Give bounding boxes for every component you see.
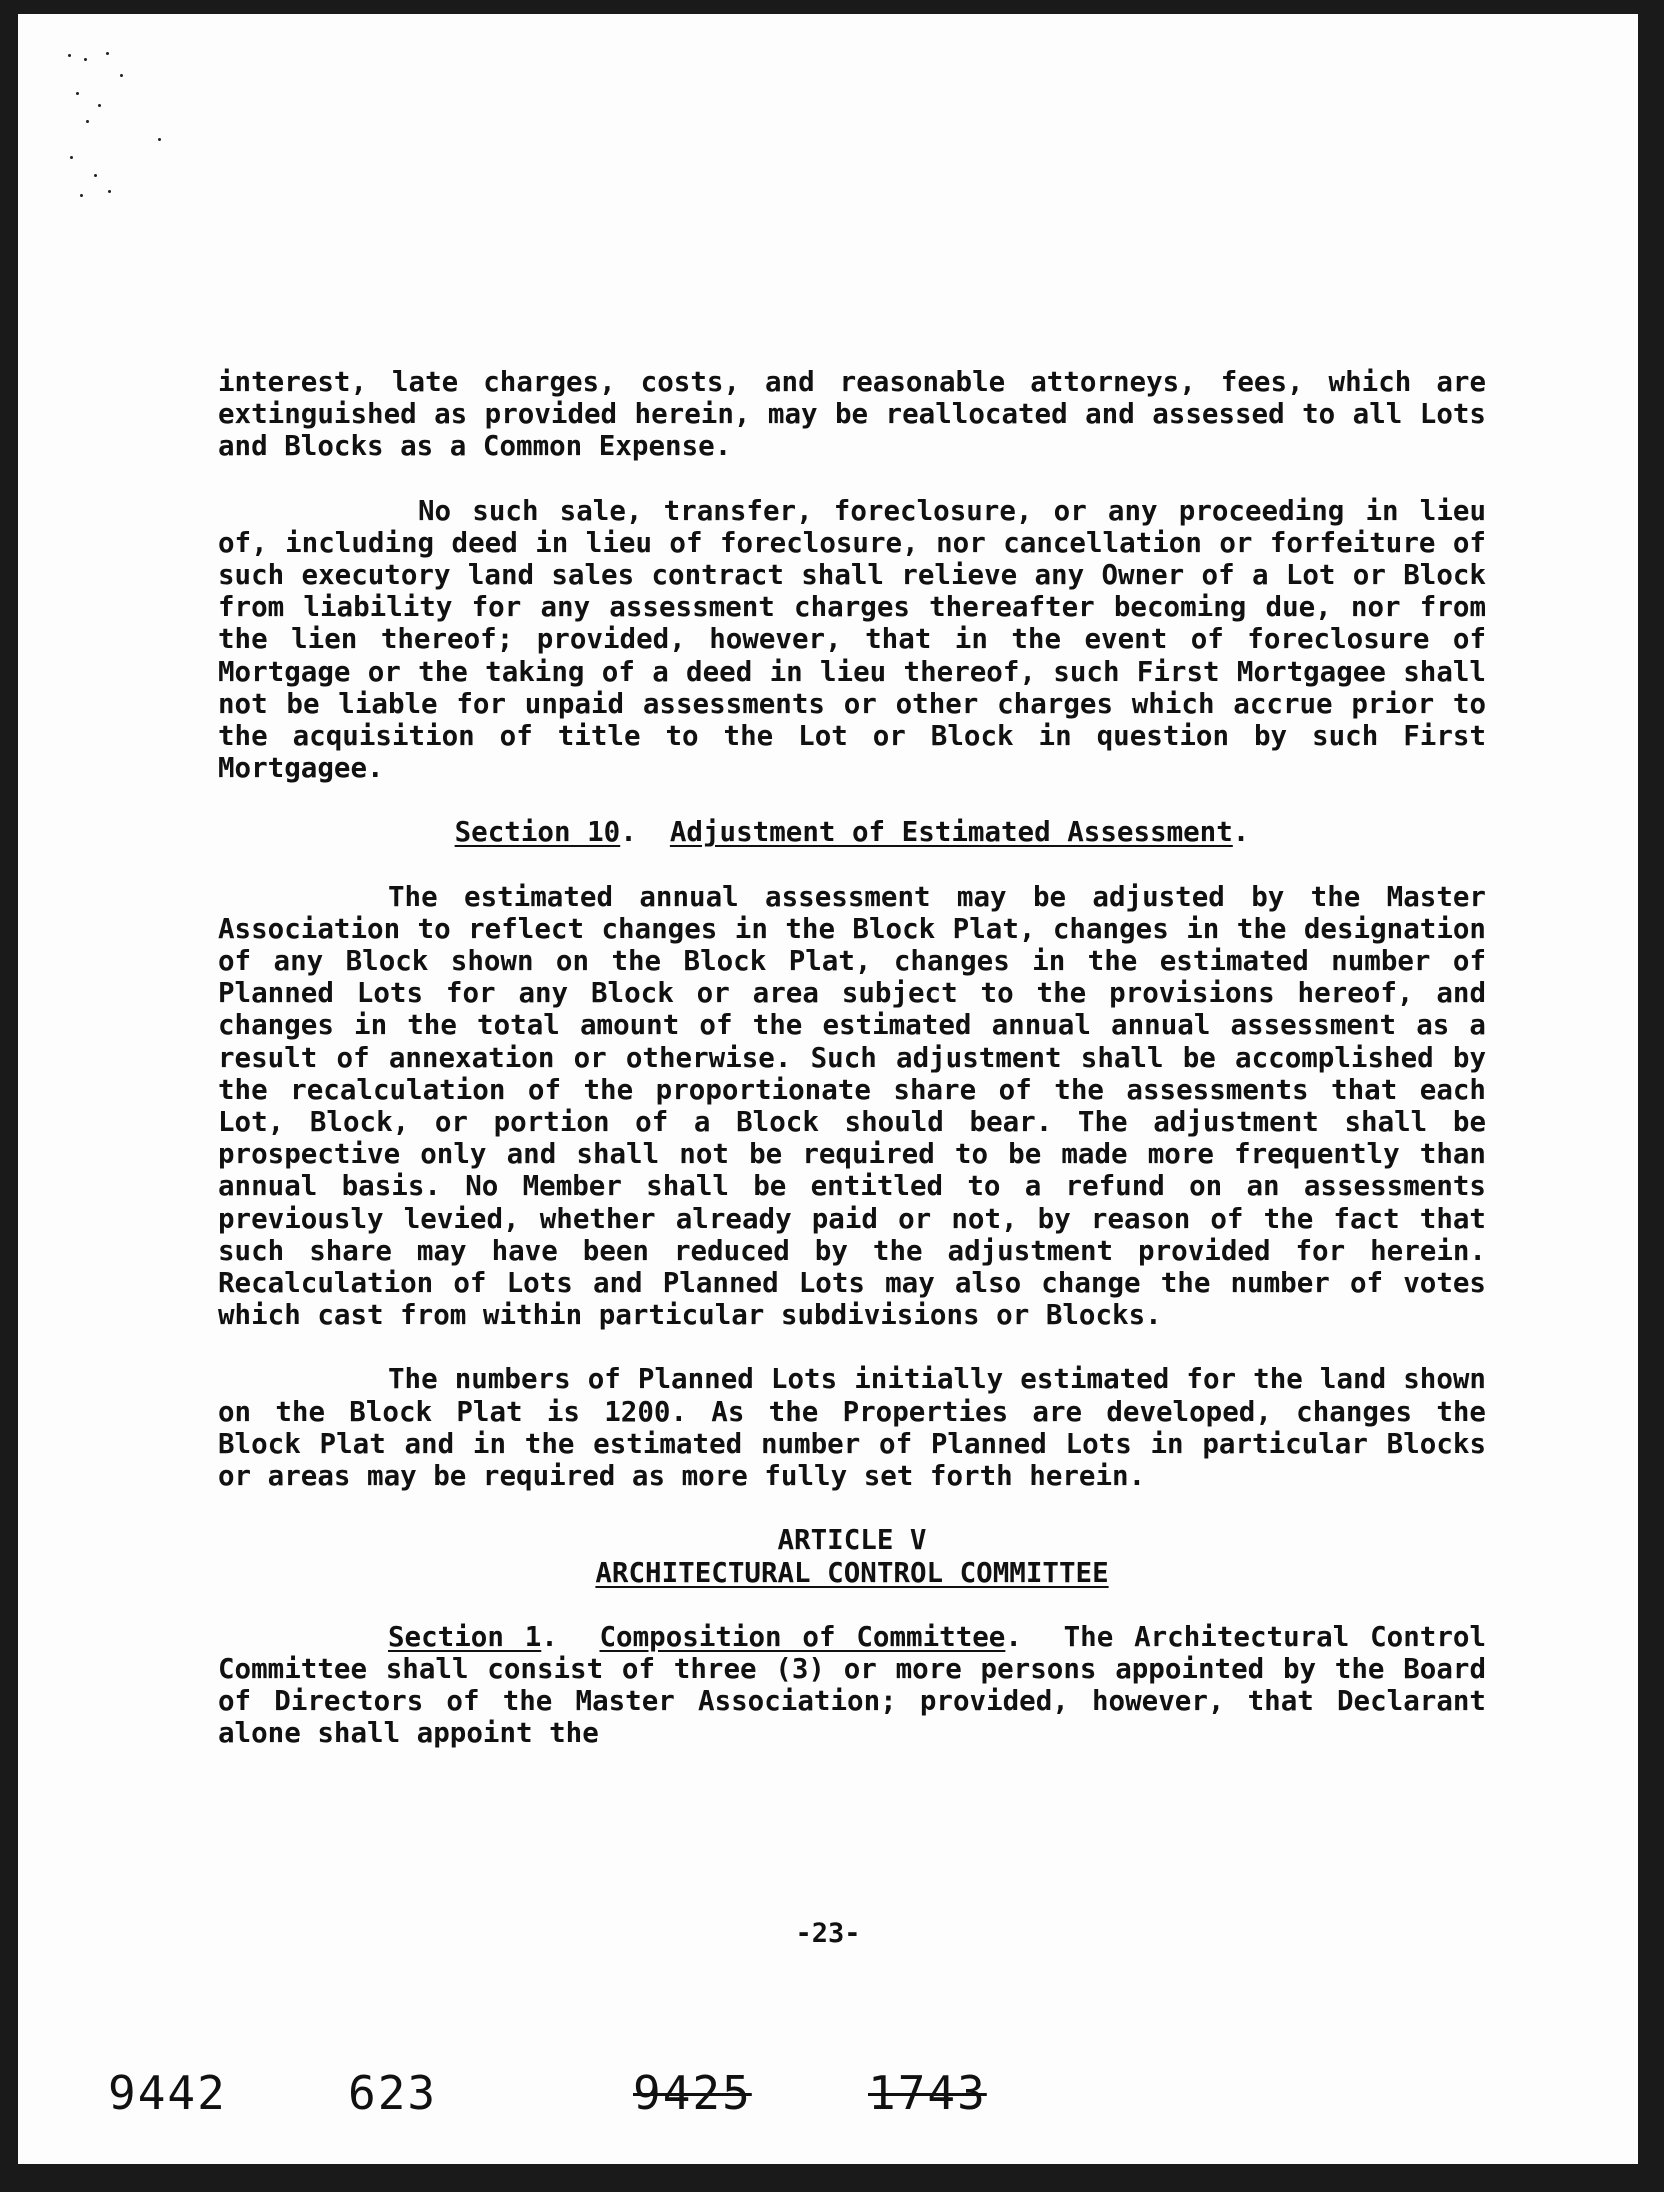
section-1-paragraph: Section 1. Composition of Committee. The Architectural Control Committee shall consist of three (3) or more persons appointed by the Board of Directors of the Master Association; provided, however, that Declarant alone shall appoint the (218, 1620, 1487, 1750)
article-title: ARCHITECTURAL CONTROL COMMITTEE (595, 1556, 1109, 1589)
paragraph-2: No such sale, transfer, foreclosure, or any proceeding in lieu of, including deed in lieu of foreclosure, nor cancellation or forfeiture of such executory land sales contract shall relieve any Owner of a Lot or Block from liability for any assessment charges thereafter becoming due, nor from the lien thereof; provided, however, that in the event of foreclosure of Mortgage or the taking of a deed in lieu thereof, such First Mortgagee shall not be liable for unpaid assessments or other charges which accrue prior to the acquisition of title to the Lot or Block in question by such First Mortgagee. (218, 494, 1486, 785)
section-10-paragraph-2: The numbers of Planned Lots initially estimated for the land shown on the Block Plat is 1200. As the Properties are developed, changes the Block Plat and in the estimated number of Planned Lots in particular Blocks or areas may be required as more fully set forth herein. (218, 1363, 1486, 1493)
section-10-heading: Section 10. Adjustment of Estimated Assessment. (454, 816, 1250, 849)
paragraph-1: interest, late charges, costs, and reasonable attorneys, fees, which are extinguished as provided herein, may be reallocated and assessed to all Lots and Blocks as a Common Expense. (218, 366, 1486, 463)
struck-page-stamp: 1743 (868, 2066, 987, 2120)
document-body (218, 366, 1486, 1750)
scan-specks (58, 44, 178, 244)
article-heading (218, 1524, 1486, 1588)
section-1-text: The Architectural Control Committee shall consist of three (3) or more persons appointed by the Board of Directors of the Master Association; provided, however, that Declarant alone shall appoint the (218, 1620, 1487, 1750)
article-number: ARTICLE V (777, 1524, 927, 1557)
section-10-paragraph-1: The estimated annual assessment may be adjusted by the Master Association to reflect changes in the Block Plat, changes in the designation of any Block shown on the Block Plat, changes in the estimated number of Planned Lots for any Block or area subject to the provisions hereof, and changes in the total amount of the estimated annual annual assessment as a result of annexation or otherwise. Such adjustment shall be accomplished by the recalculation of the proportionate share of the assessments that each Lot, Block, or portion of a Block should bear. The adjustment shall be prospective only and shall not be required to be made more frequently than annual basis. No Member shall be entitled to a refund on an assessments previously levied, whether already paid or not, by reason of the fact that such share may have been reduced by the adjustment provided for herein. Recalculation of Lots and Planned Lots may also change the number of votes which cast from within particular subdivisions or Blocks. (218, 880, 1486, 1332)
section-10-title: Adjustment of Estimated Assessment (669, 816, 1233, 849)
section-1-number: Section 1 (388, 1620, 542, 1653)
document-page (18, 14, 1638, 2164)
page-stamp: 623 (348, 2066, 438, 2120)
page-number: -23- (795, 1918, 861, 1949)
book-stamp: 9442 (108, 2066, 227, 2120)
section-10-number: Section 10 (454, 816, 621, 849)
struck-book-stamp: 9425 (633, 2066, 752, 2120)
section-1-title: Composition of Committee (599, 1620, 1006, 1653)
